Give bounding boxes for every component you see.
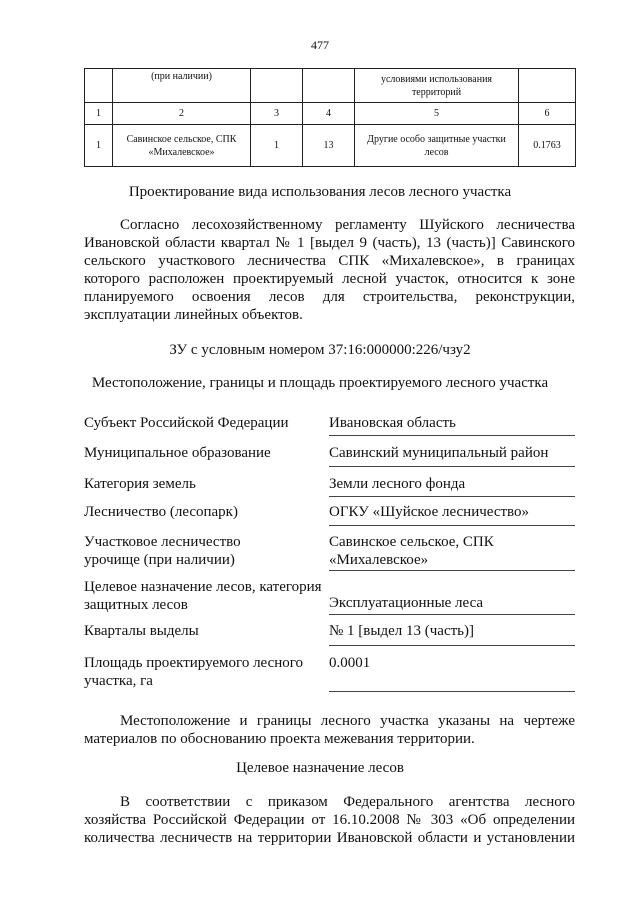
row-label: Категория земель [84, 476, 196, 492]
row-label: Муниципальное образование [84, 445, 271, 461]
row-value: № 1 [выдел 13 (часть)] [329, 623, 474, 639]
row-value: Савинский муниципальный район [329, 445, 549, 461]
row-label: Кварталы выделы [84, 623, 199, 639]
page-number: 477 [311, 38, 329, 52]
paragraph-line: материалов по обоснованию проекта межевания территории. [84, 731, 475, 747]
table-cell: (при наличии) [113, 69, 251, 103]
table-cell: Другие особо защитные участки лесов [355, 125, 519, 167]
purpose-heading: Целевое назначение лесов [236, 760, 404, 776]
row-value: Савинское сельское, СПК «Михалевское» [329, 534, 494, 568]
table-cell: 4 [303, 103, 355, 125]
table-cell [85, 69, 113, 103]
row-label: Площадь проектируемого лесного участка, га [84, 655, 304, 689]
forest-plot-table [84, 68, 576, 167]
paragraph-line: Местоположение и границы лесного участка указаны на чертеже [120, 713, 575, 729]
table-cell: 1 [85, 125, 113, 167]
paragraph-line: хозяйства Российской Федерации от 16.10.2008 № 303 «Об определении [84, 812, 575, 828]
table-cell: 1 [85, 103, 113, 125]
value-underline [329, 466, 575, 467]
row-label: Лесничество (лесопарк) [84, 504, 238, 520]
table-cell: 5 [355, 103, 519, 125]
location-heading: Местоположение, границы и площадь проектируемого лесного участка [91, 375, 549, 391]
heading-use: Проектирование вида использования лесов лесного участка [128, 184, 512, 200]
row-label: Субъект Российской Федерации [84, 415, 289, 431]
paragraph-line: Ивановской области квартал № 1 [выдел 9 (часть), 13 (часть)] Савинского [84, 235, 575, 251]
row-value: 0.0001 [329, 655, 371, 671]
paragraph-location [84, 712, 575, 748]
paragraph-line: планируемого освоения лесов для строительства, реконструкции, [84, 289, 575, 305]
table-cell [251, 69, 303, 103]
table-cell: 13 [303, 125, 355, 167]
value-underline [329, 496, 575, 497]
table-row [85, 125, 576, 167]
table-cell [303, 69, 355, 103]
row-value: ОГКУ «Шуйское лесничество» [329, 504, 530, 520]
value-underline [329, 691, 575, 692]
row-value: Земли лесного фонда [329, 476, 466, 492]
value-underline [329, 570, 575, 571]
value-underline [329, 435, 575, 436]
paragraph-line: В соответствии с приказом Федерального агентства лесного [120, 794, 575, 810]
zu-heading: ЗУ с условным номером 37:16:000000:226/чзу2 [169, 342, 471, 358]
paragraph-line: количества лесничеств на территории Ивановской области и установлении [84, 830, 575, 846]
paragraph-line: Согласно лесохозяйственному регламенту Шуйского лесничества [120, 217, 575, 233]
paragraph-line: сельского участкового лесничества СПК «Михалевское», в границах [84, 253, 575, 269]
table-cell: условиями использования территорий [355, 69, 519, 103]
paragraph-order [84, 793, 575, 847]
table-header-row [85, 69, 576, 103]
row-label: Целевое назначение лесов, категория защитных лесов [84, 579, 322, 613]
table-cell: 6 [519, 103, 576, 125]
paragraph-regulation [84, 216, 575, 324]
table-index-row [85, 103, 576, 125]
paragraph-line: которого расположен проектируемый лесной участок, относится к зоне [84, 271, 575, 287]
row-label: Участковое лесничество урочище (при наличии) [84, 534, 241, 568]
table-cell: Савинское сельское, СПК «Михалевское» [113, 125, 251, 167]
table-cell: 0.1763 [519, 125, 576, 167]
table-cell: 3 [251, 103, 303, 125]
value-underline [329, 614, 575, 615]
table-cell: 2 [113, 103, 251, 125]
row-value: Эксплуатационные леса [329, 595, 484, 611]
value-underline [329, 645, 575, 646]
paragraph-line: эксплуатации линейных объектов. [84, 307, 303, 323]
table-cell: 1 [251, 125, 303, 167]
value-underline [329, 525, 575, 526]
table-cell [519, 69, 576, 103]
row-value: Ивановская область [329, 415, 456, 431]
